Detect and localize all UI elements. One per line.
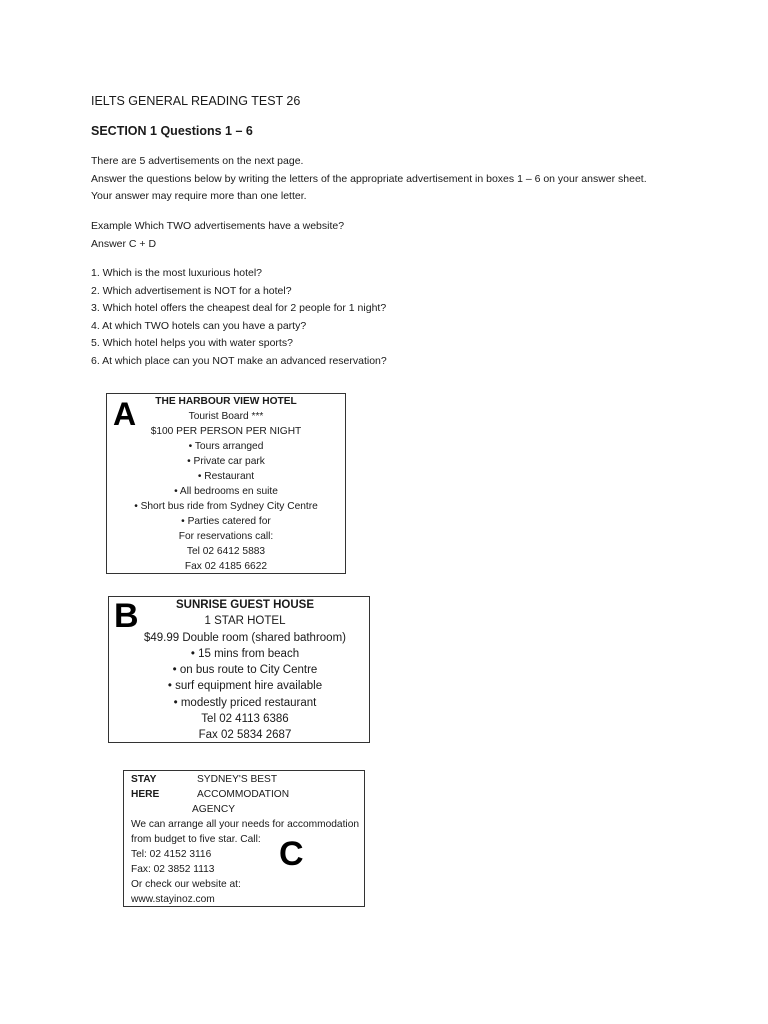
ad-a-content: [107, 394, 345, 574]
ad-letter-b: B: [114, 597, 139, 635]
ad-a-line: • Parties catered for: [181, 516, 271, 527]
advertisement-b: [108, 596, 370, 743]
ad-b-title: SUNRISE GUEST HOUSE: [175, 599, 315, 611]
ad-c-body: [131, 817, 359, 907]
instruction-line: There are 5 advertisements on the next page.: [91, 155, 304, 167]
ad-c-line: Fax: 02 3852 1113: [131, 864, 215, 875]
instructions: [91, 153, 647, 206]
instruction-line: Your answer may require more than one letter.: [91, 190, 307, 202]
question-list: [91, 265, 387, 370]
ad-c-brand-line: AGENCY: [192, 804, 236, 815]
ad-letter-a: A: [113, 396, 137, 432]
question-item: 6. At which place can you NOT make an advanced reservation?: [91, 354, 387, 367]
question-item: 1. Which is the most luxurious hotel?: [91, 267, 262, 279]
ad-a-line: Fax 02 4185 6622: [184, 561, 268, 572]
ad-a-title: THE HARBOUR VIEW HOTEL: [155, 396, 297, 407]
ad-b-line: Fax 02 5834 2687: [198, 729, 292, 742]
ad-c-line: Or check our website at:: [131, 879, 241, 890]
page-title: IELTS GENERAL READING TEST 26: [91, 94, 301, 108]
ad-b-line: • 15 mins from beach: [190, 647, 300, 660]
advertisement-c: [123, 770, 365, 907]
ad-a-line: • Short bus ride from Sydney City Centre: [134, 501, 318, 512]
question-item: 2. Which advertisement is NOT for a hotel?: [91, 284, 292, 297]
ad-a-line: • Private car park: [187, 456, 265, 467]
instruction-line: Answer the questions below by writing the letters of the appropriate advertisement in boxes 1 – 6 on your answer sheet.: [91, 172, 647, 185]
ad-b-line: 1 STAR HOTEL: [204, 615, 286, 628]
question-item: 5. Which hotel helps you with water sports?: [91, 337, 293, 349]
ad-c-stay: STAY: [131, 774, 157, 785]
question-item: 3. Which hotel offers the cheapest deal for 2 people for 1 night?: [91, 302, 387, 314]
ad-c-brand-line: ACCOMMODATION: [197, 789, 290, 800]
example-block: [91, 218, 344, 253]
ad-c-website: www.stayinoz.com: [131, 894, 215, 905]
ad-b-line: $49.99 Double room (shared bathroom): [143, 631, 346, 644]
ad-b-line: • on bus route to City Centre: [172, 664, 318, 677]
ad-b-line: Tel 02 4113 6386: [201, 713, 289, 726]
section-heading: SECTION 1 Questions 1 – 6: [91, 124, 253, 138]
ad-c-brand-line: SYDNEY'S BEST: [197, 774, 278, 785]
ad-b-line: • surf equipment hire available: [167, 680, 323, 693]
advertisement-a: [106, 393, 346, 574]
example-answer: Answer C + D: [91, 237, 157, 250]
ad-a-line: $100 PER PERSON PER NIGHT: [150, 426, 302, 437]
ad-a-line: • Restaurant: [197, 471, 255, 482]
ad-a-line: • All bedrooms en suite: [174, 486, 278, 497]
ad-a-line: • Tours arranged: [188, 441, 264, 452]
ad-a-line: For reservations call:: [178, 531, 274, 542]
ad-b-content: [121, 597, 369, 744]
ad-c-line: from budget to five star. Call:: [131, 834, 261, 845]
ad-c-here: HERE: [131, 789, 160, 800]
ad-a-line: Tel 02 6412 5883: [186, 546, 266, 557]
example-question: Example Which TWO advertisements have a website?: [91, 220, 345, 232]
ad-letter-c: C: [279, 835, 304, 873]
ad-c-line: Tel: 02 4152 3116: [131, 849, 212, 860]
ad-a-line: Tourist Board ***: [188, 411, 264, 422]
ad-c-line: We can arrange all your needs for accommodation: [131, 819, 360, 830]
ad-b-line: • modestly priced restaurant: [173, 696, 317, 709]
question-item: 4. At which TWO hotels can you have a party?: [91, 319, 307, 332]
